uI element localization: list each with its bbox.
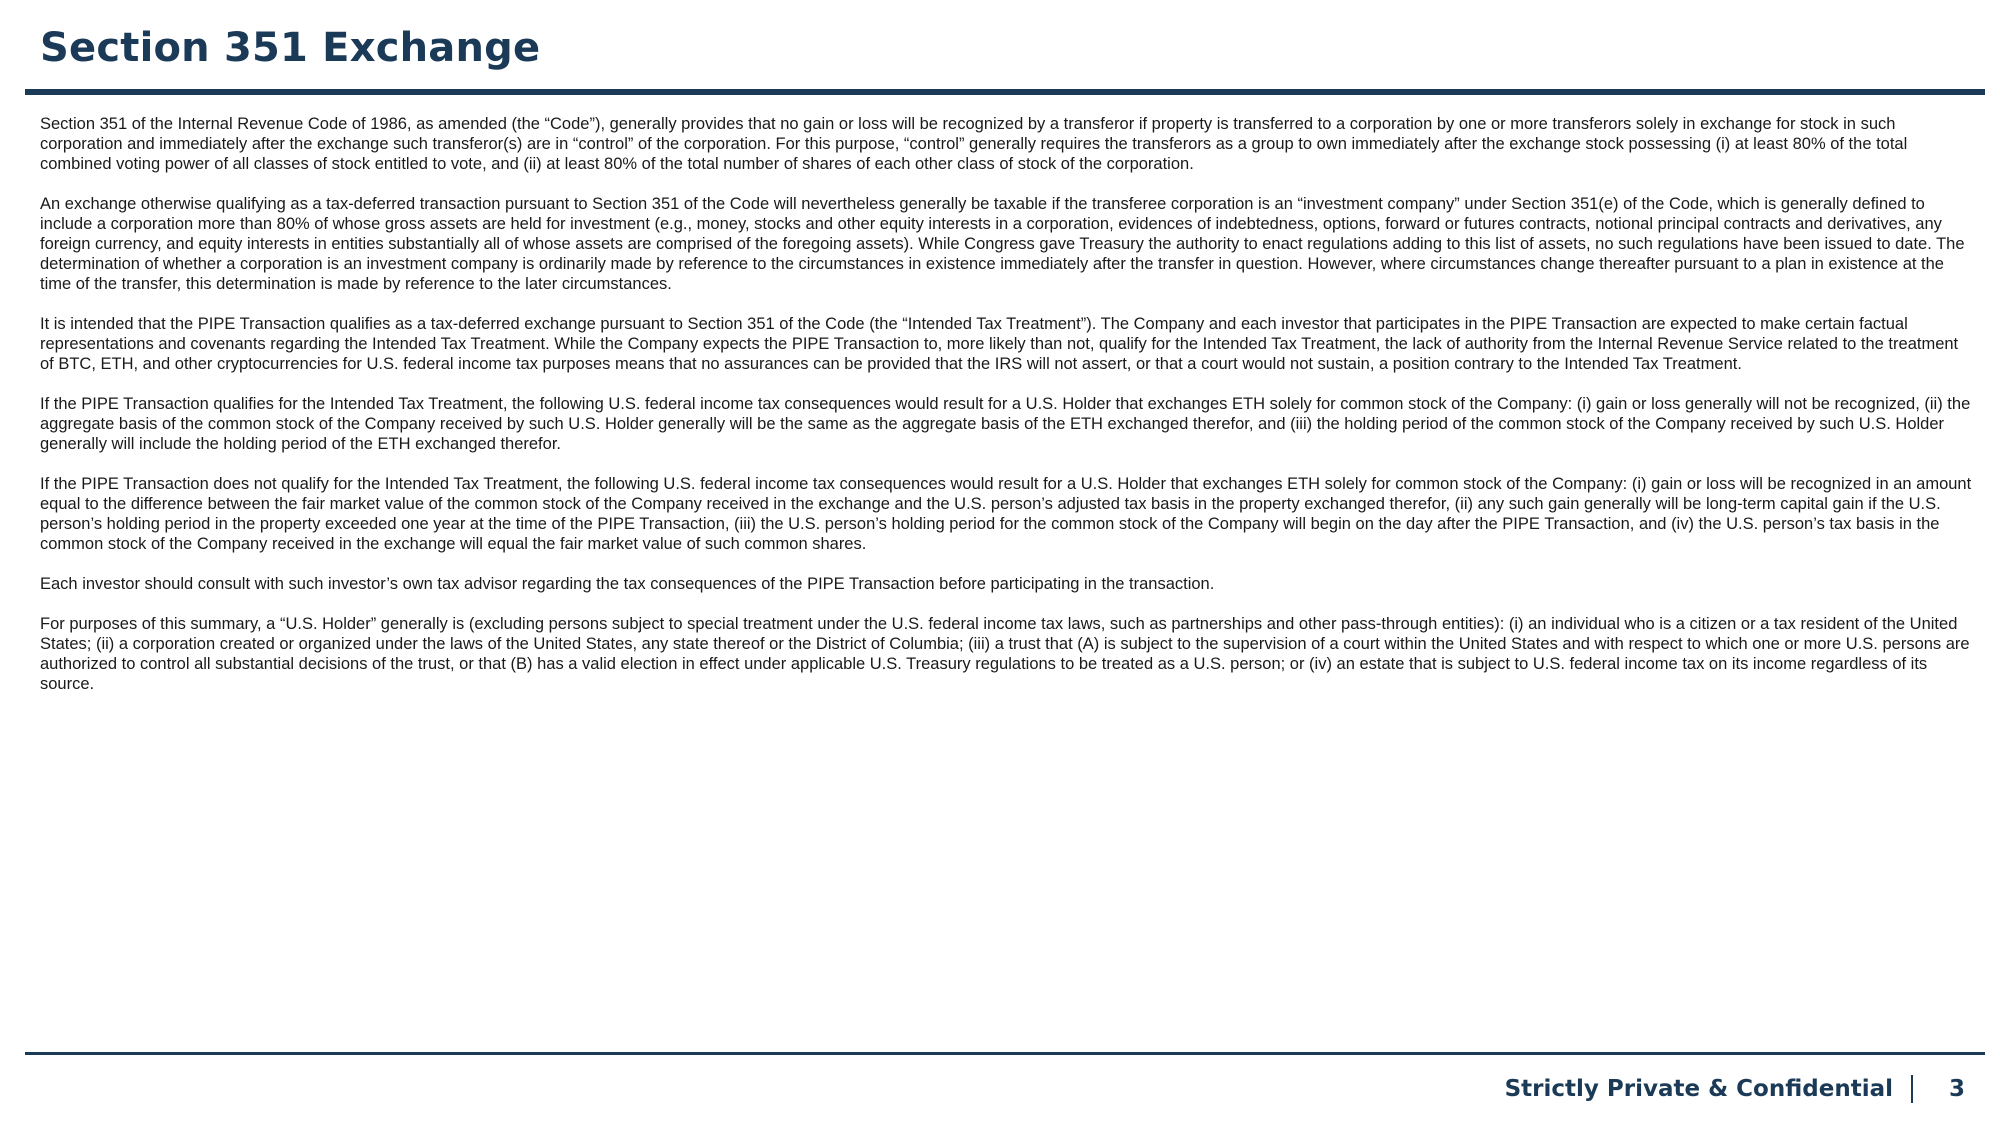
footer-separator <box>1911 1075 1913 1103</box>
paragraph-not-qualify-consequences: If the PIPE Transaction does not qualify for the Intended Tax Treatment, the following U.S. federal income tax consequences would result for a U.S. Holder that exchanges ETH solely for common stock of the Company: (i) gain or loss will be recognized in an amount equal to the difference between the fair market value of the common stock of the Company received in the exchange and the U.S. person’s adjusted tax basis in the property exchanged therefor, (ii) any such gain generally will be long-term capital gain if the U.S. person’s holding period in the property exceeded one year at the time of the PIPE Transaction, (iii) the U.S. person’s holding period for the common stock of the Company will begin on the day after the PIPE Transaction, and (iv) the U.S. person’s tax basis in the common stock of the Company received in the exchange will equal the fair market value of such common shares. <box>40 475 1972 553</box>
title-divider <box>25 89 1985 95</box>
paragraph-investment-company: An exchange otherwise qualifying as a tax-deferred transaction pursuant to Section 351 of the Code will nevertheless generally be taxable if the transferee corporation is an “investment company” under Section 351(e) of the Code, which is generally defined to include a corporation more than 80% of whose gross assets are held for investment (e.g., money, stocks and other equity interests in a corporation, evidences of indebtedness, options, forward or futures contracts, notional principal contracts and derivatives, any foreign currency, and equity interests in entities substantially all of whose assets are comprised of the foregoing assets). While Congress gave Treasury the authority to enact regulations adding to this list of assets, no such regulations have been issued to date. The determination of whether a corporation is an investment company is ordinarily made by reference to the circumstances in existence immediately after the transfer in question. However, where circumstances change thereafter pursuant to a plan in existence at the time of the transfer, this determination is made by reference to the later circumstances. <box>40 195 1965 293</box>
slide-title: Section 351 Exchange <box>40 25 541 71</box>
confidentiality-label: Strictly Private & Confidential <box>1504 1076 1893 1102</box>
paragraph-qualifies-consequences: If the PIPE Transaction qualifies for the Intended Tax Treatment, the following U.S. federal income tax consequences would result for a U.S. Holder that exchanges ETH solely for common stock of the Company: (i) gain or loss generally will not be recognized, (ii) the aggregate basis of the common stock of the Company received by such U.S. Holder generally will be the same as the aggregate basis of the ETH exchanged therefor, and (iii) the holding period of the common stock of the Company received by such U.S. Holder generally will include the holding period of the ETH exchanged therefor. <box>40 395 1971 453</box>
body-text <box>40 114 1975 714</box>
paragraph-section-351-overview: Section 351 of the Internal Revenue Code of 1986, as amended (the “Code”), generally provides that no gain or loss will be recognized by a transferor if property is transferred to a corporation by one or more transferors solely in exchange for stock in such corporation and immediately after the exchange such transferor(s) are in “control” of the corporation. For this purpose, “control” generally requires the transferors as a group to own immediately after the exchange stock possessing (i) at least 80% of the total combined voting power of all classes of stock entitled to vote, and (ii) at least 80% of the total number of shares of each other class of stock of the corporation. <box>40 115 1908 173</box>
footer-divider <box>25 1052 1985 1055</box>
paragraph-intended-tax-treatment: It is intended that the PIPE Transaction qualifies as a tax-deferred exchange pursuant to Section 351 of the Code (the “Intended Tax Treatment”). The Company and each investor that participates in the PIPE Transaction are expected to make certain factual representations and covenants regarding the Intended Tax Treatment. While the Company expects the PIPE Transaction to, more likely than not, qualify for the Intended Tax Treatment, the lack of authority from the Internal Revenue Service related to the treatment of BTC, ETH, and other cryptocurrencies for U.S. federal income tax purposes means that no assurances can be provided that the IRS will not assert, or that a court would not sustain, a position contrary to the Intended Tax Treatment. <box>40 315 1959 373</box>
page-number: 3 <box>1949 1076 1966 1102</box>
paragraph-us-holder-definition: For purposes of this summary, a “U.S. Holder” generally is (excluding persons subject to special treatment under the U.S. federal income tax laws, such as partnerships and other pass-through entities): (i) an individual who is a citizen or a tax resident of the United States; (ii) a corporation created or organized under the laws of the United States, any state thereof or the District of Columbia; (iii) a trust that (A) is subject to the supervision of a court within the United States and with respect to which one or more U.S. persons are authorized to control all substantial decisions of the trust, or that (B) has a valid election in effect under applicable U.S. Treasury regulations to be treated as a U.S. person; or (iv) an estate that is subject to U.S. federal income tax on its income regardless of its source. <box>40 615 1970 693</box>
paragraph-consult-advisor: Each investor should consult with such investor’s own tax advisor regarding the tax consequences of the PIPE Transaction before participating in the transaction. <box>40 575 1215 593</box>
